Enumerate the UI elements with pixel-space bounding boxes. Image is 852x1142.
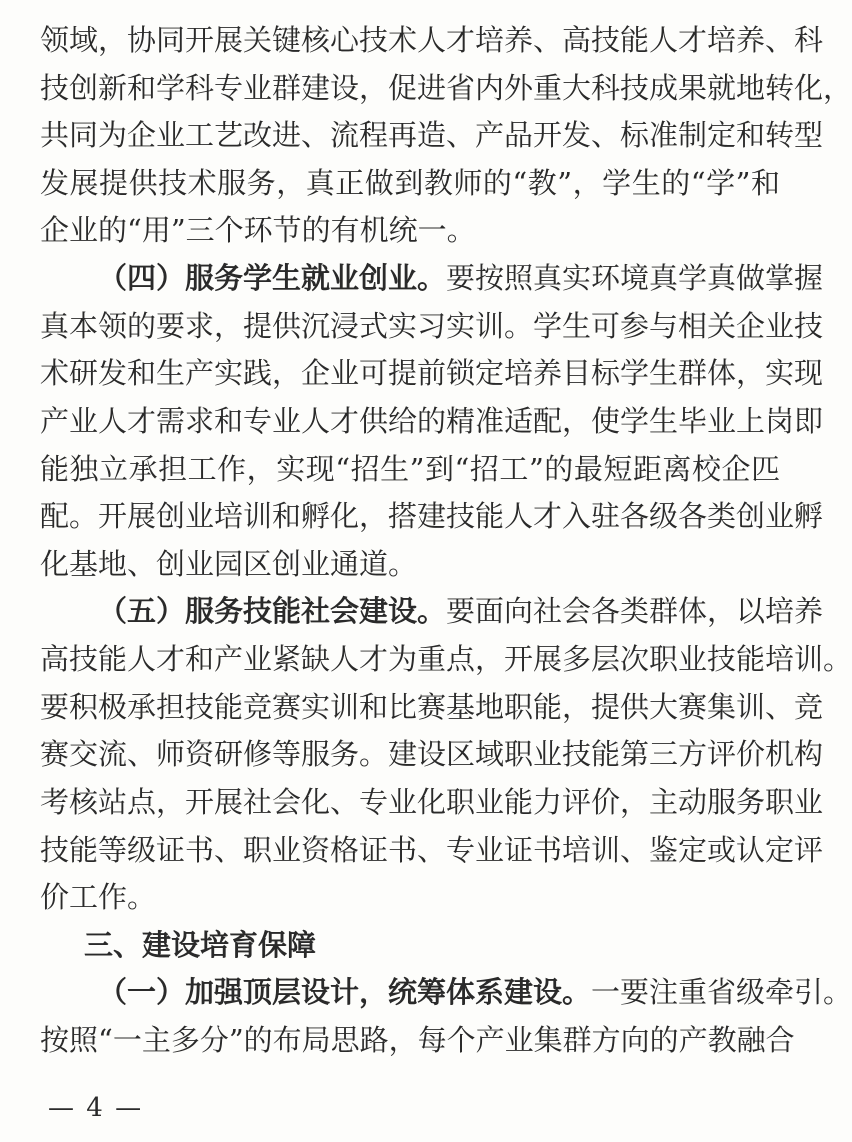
page-number: — 4 — [48,1093,144,1123]
body-line: 赛交流、师资研修等服务。建设区域职业技能第三方评价机构 [40,737,824,771]
section-three-one-lead: 一要注重省级牵引。 [591,975,852,1009]
body-line: 化基地、创业园区创业通道。 [40,547,418,581]
body-line: 考核站点，开展社会化、专业化职业能力评价，主动服务职业 [40,785,824,819]
body-line: 技创新和学科专业群建设，促进省内外重大科技成果就地转化， [40,71,852,105]
body-line: 能独立承担工作，实现“招生”到“招工”的最短距离校企匹 [40,452,780,486]
body-line: 技能等级证书、职业资格证书、专业证书培训、鉴定或认定评 [40,833,824,867]
section-four-first-line [40,258,824,298]
body-line: 发展提供技术服务，真正做到教师的“教”，学生的“学”和 [40,166,780,200]
body-line: 产业人才需求和专业人才供给的精准适配，使学生毕业上岗即 [40,404,824,438]
section-three-one-first-line [40,972,852,1012]
section-four-heading: （四）服务学生就业创业。 [98,261,447,295]
body-line: 真本领的要求，提供沉浸式实习实训。学生可参与相关企业技 [40,309,824,343]
section-three-one-heading: （一）加强顶层设计，统筹体系建设。 [98,975,592,1009]
section-five-heading: （五）服务技能社会建设。 [98,594,447,628]
body-line: 术研发和生产实践，企业可提前锁定培养目标学生群体，实现 [40,356,824,390]
body-line: 要积极承担技能竞赛实训和比赛基地职能，提供大赛集训、竞 [40,690,824,724]
body-line: 高技能人才和产业紧缺人才为重点，开展多层次职业技能培训。 [40,642,852,676]
body-line: 领域，协同开展关键核心技术人才培养、高技能人才培养、科 [40,23,824,57]
body-line: 按照“一主多分”的布局思路，每个产业集群方向的产教融合 [40,1023,795,1057]
body-line: 共同为企业工艺改进、流程再造、产品开发、标准制定和转型 [40,118,824,152]
chapter-three-title: 三、建设培育保障 [84,928,317,962]
body-line: 配。开展创业培训和孵化，搭建技能人才入驻各级各类创业孵 [40,499,824,533]
section-five-first-line [40,591,824,631]
body-line: 价工作。 [40,880,157,914]
section-five-lead: 要面向社会各类群体，以培养 [446,594,824,628]
section-four-lead: 要按照真实环境真学真做掌握 [446,261,824,295]
body-line: 企业的“用”三个环节的有机统一。 [40,213,476,247]
